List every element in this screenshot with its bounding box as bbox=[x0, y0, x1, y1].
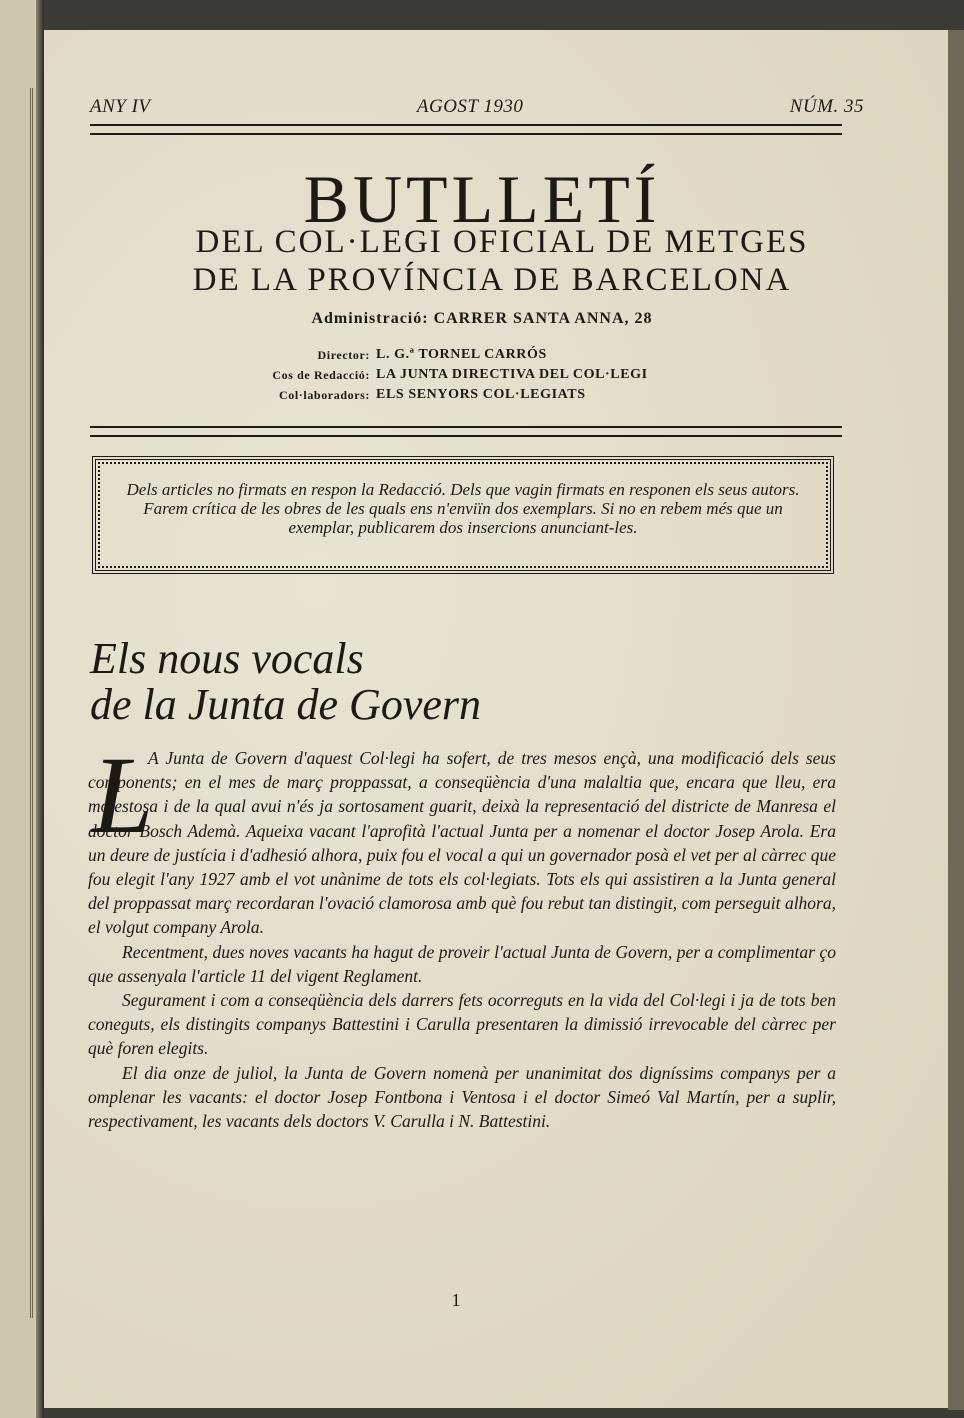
staff-label: Director: bbox=[317, 348, 370, 362]
staff-value: L. G.ª TORNEL CARRÓS bbox=[376, 347, 547, 362]
article-body bbox=[88, 746, 836, 1133]
staff-value: ELS SENYORS COL·LEGIATS bbox=[376, 387, 586, 402]
staff-row bbox=[200, 385, 720, 405]
administration-address: Administració: CARRER SANTA ANNA, 28 bbox=[311, 310, 653, 327]
editorial-notice-box bbox=[92, 456, 834, 574]
staff-list bbox=[200, 345, 720, 405]
drop-cap: L bbox=[92, 734, 154, 856]
staff-label: Col·laboradors: bbox=[278, 388, 370, 402]
paragraph: Recentment, dues noves vacants ha hagut de proveir l'actual Junta de Govern, per a complimentar ço que assenyala l'article 11 del vigent Reglament. bbox=[88, 941, 836, 986]
notice-line-2: Farem crítica de les obres de les quals ens n'enviïn dos exemplars. Si no en rebem més que un exemplar, publicarem dos insercions anunciant-les. bbox=[143, 499, 783, 537]
paragraph: Segurament i com a conseqüència dels darrers fets ocorreguts en la vida del Col·legi i ja de tots ben coneguts, els distingits companys Battestini i Carulla presentaren la dimissió irrevocable del càrrec per què foren elegits. bbox=[88, 990, 836, 1059]
paragraph-text: A Junta de Govern d'aquest Col·legi ha sofert, de tres mesos ençà, una modificació dels seus components; en el mes de març proppassat, a conseqüència d'una malaltia que, encara que lleu, era molestosa i de la qual avui n'és ja sortosament guarit, deixà la representació del districte de Manresa el doctor Bosch Ademà. Aqueixa vacant l'aprofità l'actual Junta per a nomenar el doctor Josep Arola. Era un deure de justícia i d'adhesió alhora, puix fou el vocal a qui un governador posà el vet per al càrrec que fou elegit l'any 1927 amb el vot unànime de tots els col·legiats. Tots els qui assistiren a la Junta general del proppassat març recordaran l'ovació clamorosa amb què fou rebut tan distingit, com perseguit alhora, el volgut company Arola. bbox=[88, 748, 836, 938]
staff-row bbox=[200, 365, 720, 385]
article-title bbox=[90, 636, 850, 728]
staff-row bbox=[200, 345, 720, 365]
staff-value: LA JUNTA DIRECTIVA DEL COL·LEGI bbox=[376, 367, 648, 382]
article-title-line-2: de la Junta de Govern bbox=[90, 680, 481, 729]
issue-header bbox=[90, 96, 864, 118]
paragraph: El dia onze de juliol, la Junta de Govern nomenà per unanimitat dos digníssims companys per a omplenar les vacants: el doctor Josep Fontbona i Ventosa i el doctor Simeó Val Martín, per a suplir, respectivament, les vacants dels doctors V. Carulla i N. Battestini. bbox=[88, 1062, 836, 1132]
masthead-subtitle-1: DEL COL·LEGI OFICIAL DE METGES bbox=[195, 224, 809, 260]
issue-date: AGOST 1930 bbox=[416, 96, 524, 117]
article-title-line-1: Els nous vocals bbox=[90, 634, 364, 683]
issue-number: NÚM. 35 bbox=[789, 96, 864, 117]
masthead-subtitle-2: DE LA PROVÍNCIA DE BARCELONA bbox=[192, 262, 792, 298]
masthead-bottom-rule bbox=[90, 426, 842, 437]
notice-line-1: Dels articles no firmats en respon la Redacció. Dels que vagin firmats en responen els seus autors. bbox=[126, 480, 800, 499]
staff-label: Cos de Redacció: bbox=[272, 368, 370, 382]
paragraph bbox=[88, 746, 836, 940]
masthead-title: BUTLLETÍ bbox=[303, 161, 661, 237]
page-number: 1 bbox=[451, 1290, 461, 1310]
issue-year: ANY IV bbox=[90, 96, 151, 117]
header-rule bbox=[90, 124, 842, 135]
